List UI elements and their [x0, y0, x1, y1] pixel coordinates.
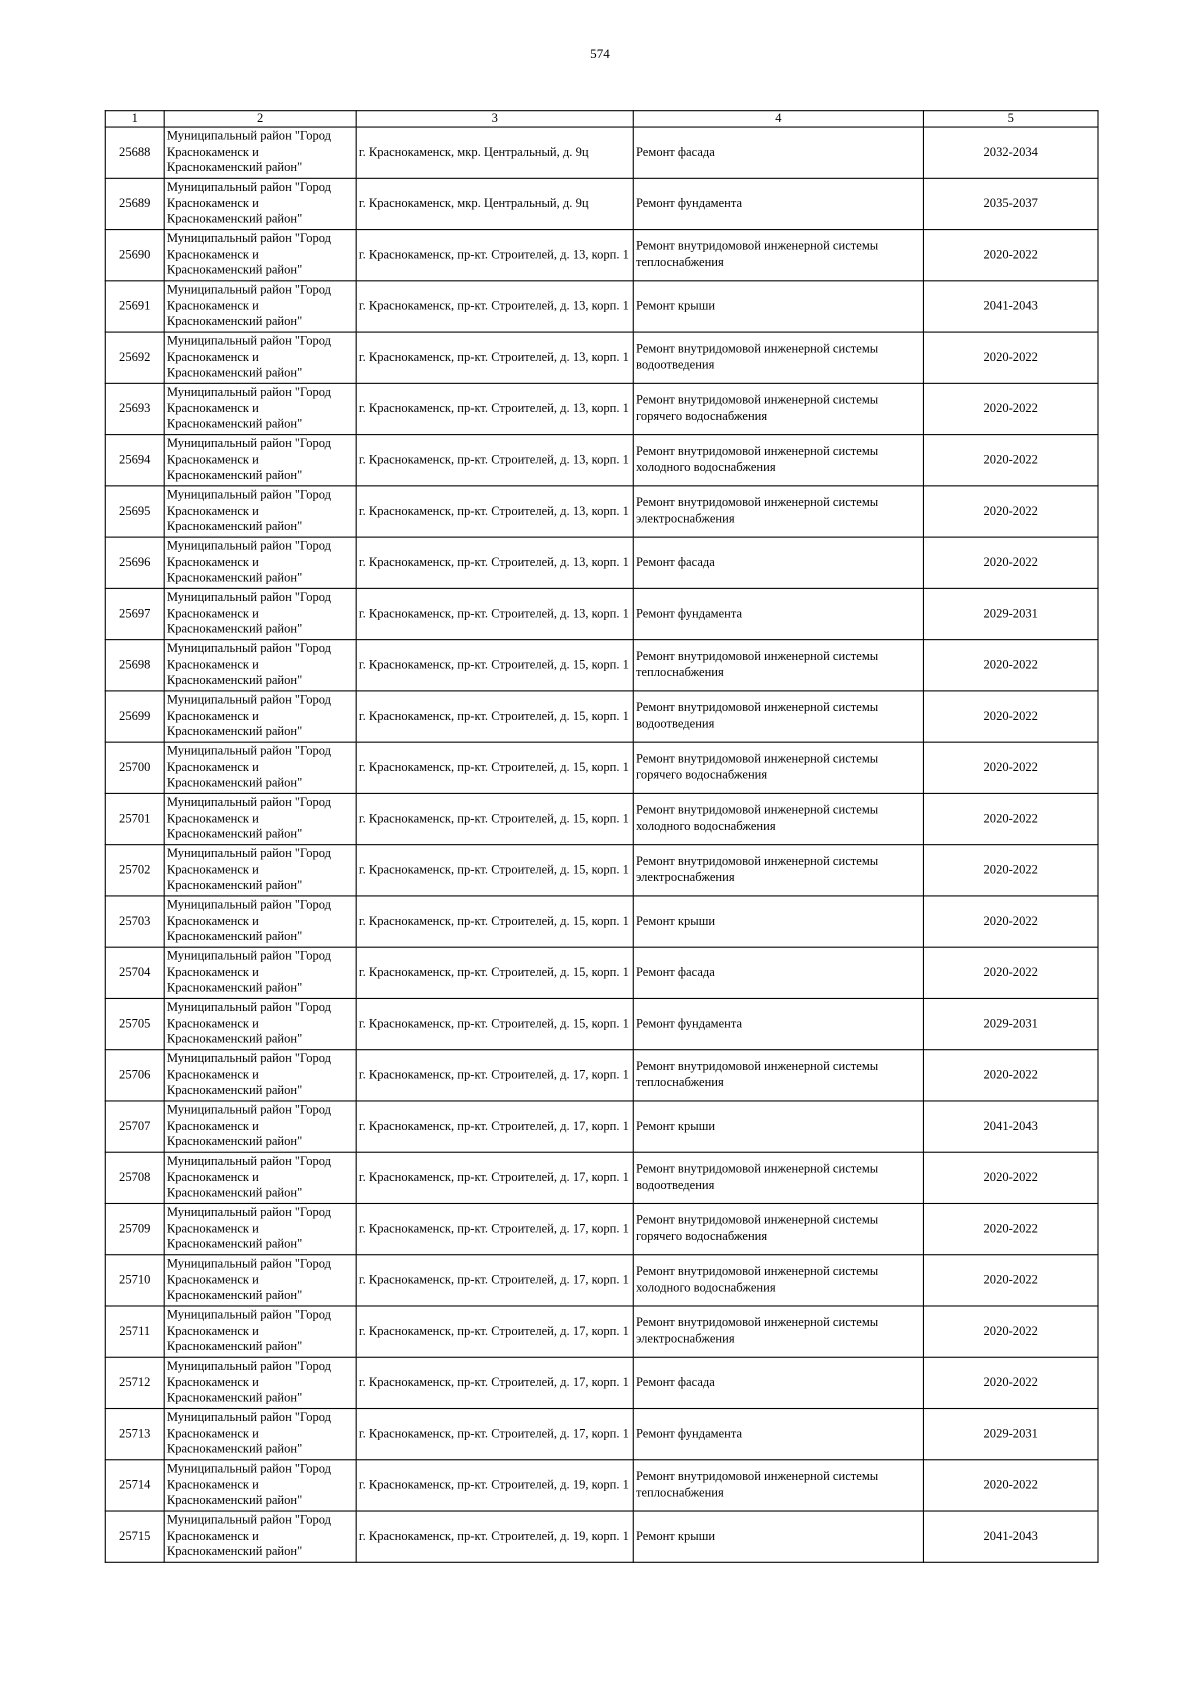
period-cell: 2020-2022 — [923, 640, 1098, 691]
row-number: 25702 — [105, 845, 164, 896]
row-number: 25705 — [105, 998, 164, 1049]
address-cell: г. Краснокаменск, пр-кт. Строителей, д. 15, корп. 1 — [356, 691, 633, 742]
municipality-cell: Муниципальный район "Город Краснокаменск и Краснокаменский район" — [164, 1511, 356, 1562]
period-cell: 2041-2043 — [923, 281, 1098, 332]
column-header-4: 4 — [633, 111, 923, 127]
row-number: 25698 — [105, 640, 164, 691]
work-type-cell: Ремонт внутридомовой инженерной системы теплоснабжения — [633, 640, 923, 691]
table-row — [105, 1050, 1098, 1101]
row-number: 25688 — [105, 127, 164, 178]
work-type-cell: Ремонт внутридомовой инженерной системы электроснабжения — [633, 845, 923, 896]
address-cell: г. Краснокаменск, пр-кт. Строителей, д. 13, корп. 1 — [356, 588, 633, 639]
address-cell: г. Краснокаменск, пр-кт. Строителей, д. 19, корп. 1 — [356, 1511, 633, 1562]
address-cell: г. Краснокаменск, пр-кт. Строителей, д. 17, корп. 1 — [356, 1306, 633, 1357]
table-row — [105, 1203, 1098, 1254]
period-cell: 2029-2031 — [923, 998, 1098, 1049]
column-header-5: 5 — [923, 111, 1098, 127]
table-row — [105, 1152, 1098, 1203]
period-cell: 2020-2022 — [923, 1203, 1098, 1254]
work-type-cell: Ремонт внутридомовой инженерной системы теплоснабжения — [633, 1050, 923, 1101]
period-cell: 2032-2034 — [923, 127, 1098, 178]
work-type-cell: Ремонт внутридомовой инженерной системы электроснабжения — [633, 1306, 923, 1357]
row-number: 25703 — [105, 896, 164, 947]
row-number: 25699 — [105, 691, 164, 742]
address-cell: г. Краснокаменск, пр-кт. Строителей, д. 13, корп. 1 — [356, 230, 633, 281]
column-header-2: 2 — [164, 111, 356, 127]
table-row — [105, 486, 1098, 537]
row-number: 25714 — [105, 1460, 164, 1511]
row-number: 25690 — [105, 230, 164, 281]
table-row — [105, 332, 1098, 383]
address-cell: г. Краснокаменск, пр-кт. Строителей, д. 17, корп. 1 — [356, 1255, 633, 1306]
work-type-cell: Ремонт внутридомовой инженерной системы водоотведения — [633, 691, 923, 742]
address-cell: г. Краснокаменск, пр-кт. Строителей, д. 13, корп. 1 — [356, 281, 633, 332]
address-cell: г. Краснокаменск, пр-кт. Строителей, д. 15, корп. 1 — [356, 793, 633, 844]
municipality-cell: Муниципальный район "Город Краснокаменск и Краснокаменский район" — [164, 1050, 356, 1101]
municipality-cell: Муниципальный район "Город Краснокаменск и Краснокаменский район" — [164, 1460, 356, 1511]
table-row — [105, 1460, 1098, 1511]
address-cell: г. Краснокаменск, пр-кт. Строителей, д. 19, корп. 1 — [356, 1460, 633, 1511]
municipality-cell: Муниципальный район "Город Краснокаменск и Краснокаменский район" — [164, 947, 356, 998]
table-row — [105, 1306, 1098, 1357]
work-type-cell: Ремонт фасада — [633, 127, 923, 178]
address-cell: г. Краснокаменск, пр-кт. Строителей, д. 17, корп. 1 — [356, 1101, 633, 1152]
table-row — [105, 998, 1098, 1049]
table-row — [105, 640, 1098, 691]
municipality-cell: Муниципальный район "Город Краснокаменск и Краснокаменский район" — [164, 383, 356, 434]
municipality-cell: Муниципальный район "Город Краснокаменск и Краснокаменский район" — [164, 435, 356, 486]
table-row — [105, 845, 1098, 896]
row-number: 25691 — [105, 281, 164, 332]
municipality-cell: Муниципальный район "Город Краснокаменск и Краснокаменский район" — [164, 896, 356, 947]
registry-table — [105, 110, 1099, 1563]
work-type-cell: Ремонт фасада — [633, 1357, 923, 1408]
table-row — [105, 742, 1098, 793]
period-cell: 2020-2022 — [923, 742, 1098, 793]
period-cell: 2020-2022 — [923, 947, 1098, 998]
work-type-cell: Ремонт фасада — [633, 947, 923, 998]
table-row — [105, 588, 1098, 639]
work-type-cell: Ремонт внутридомовой инженерной системы водоотведения — [633, 332, 923, 383]
period-cell: 2020-2022 — [923, 537, 1098, 588]
address-cell: г. Краснокаменск, пр-кт. Строителей, д. 15, корп. 1 — [356, 998, 633, 1049]
period-cell: 2020-2022 — [923, 896, 1098, 947]
row-number: 25715 — [105, 1511, 164, 1562]
municipality-cell: Муниципальный район "Город Краснокаменск и Краснокаменский район" — [164, 1306, 356, 1357]
row-number: 25707 — [105, 1101, 164, 1152]
municipality-cell: Муниципальный район "Город Краснокаменск и Краснокаменский район" — [164, 1101, 356, 1152]
table-row — [105, 127, 1098, 178]
table-row — [105, 1101, 1098, 1152]
period-cell: 2020-2022 — [923, 691, 1098, 742]
address-cell: г. Краснокаменск, пр-кт. Строителей, д. 17, корп. 1 — [356, 1203, 633, 1254]
period-cell: 2020-2022 — [923, 383, 1098, 434]
work-type-cell: Ремонт крыши — [633, 1101, 923, 1152]
row-number: 25689 — [105, 178, 164, 229]
column-header-3: 3 — [356, 111, 633, 127]
row-number: 25709 — [105, 1203, 164, 1254]
municipality-cell: Муниципальный район "Город Краснокаменск и Краснокаменский район" — [164, 998, 356, 1049]
row-number: 25712 — [105, 1357, 164, 1408]
municipality-cell: Муниципальный район "Город Краснокаменск и Краснокаменский район" — [164, 845, 356, 896]
column-header-1: 1 — [105, 111, 164, 127]
table-row — [105, 1255, 1098, 1306]
period-cell: 2020-2022 — [923, 1357, 1098, 1408]
row-number: 25710 — [105, 1255, 164, 1306]
municipality-cell: Муниципальный район "Город Краснокаменск и Краснокаменский район" — [164, 1255, 356, 1306]
table-row — [105, 230, 1098, 281]
table-row — [105, 537, 1098, 588]
period-cell: 2020-2022 — [923, 230, 1098, 281]
row-number: 25706 — [105, 1050, 164, 1101]
municipality-cell: Муниципальный район "Город Краснокаменск и Краснокаменский район" — [164, 1409, 356, 1460]
table-row — [105, 947, 1098, 998]
work-type-cell: Ремонт внутридомовой инженерной системы теплоснабжения — [633, 230, 923, 281]
work-type-cell: Ремонт внутридомовой инженерной системы холодного водоснабжения — [633, 435, 923, 486]
period-cell: 2020-2022 — [923, 793, 1098, 844]
row-number: 25704 — [105, 947, 164, 998]
page-number: 574 — [590, 45, 610, 62]
period-cell: 2020-2022 — [923, 435, 1098, 486]
address-cell: г. Краснокаменск, пр-кт. Строителей, д. 13, корп. 1 — [356, 332, 633, 383]
work-type-cell: Ремонт внутридомовой инженерной системы горячего водоснабжения — [633, 742, 923, 793]
work-type-cell: Ремонт внутридомовой инженерной системы горячего водоснабжения — [633, 383, 923, 434]
municipality-cell: Муниципальный район "Город Краснокаменск и Краснокаменский район" — [164, 1203, 356, 1254]
period-cell: 2041-2043 — [923, 1101, 1098, 1152]
work-type-cell: Ремонт фундамента — [633, 178, 923, 229]
work-type-cell: Ремонт внутридомовой инженерной системы теплоснабжения — [633, 1460, 923, 1511]
municipality-cell: Муниципальный район "Город Краснокаменск и Краснокаменский район" — [164, 127, 356, 178]
work-type-cell: Ремонт внутридомовой инженерной системы водоотведения — [633, 1152, 923, 1203]
address-cell: г. Краснокаменск, пр-кт. Строителей, д. 17, корп. 1 — [356, 1050, 633, 1101]
row-number: 25697 — [105, 588, 164, 639]
address-cell: г. Краснокаменск, пр-кт. Строителей, д. 15, корп. 1 — [356, 845, 633, 896]
table-row — [105, 896, 1098, 947]
table-row — [105, 1357, 1098, 1408]
period-cell: 2020-2022 — [923, 1460, 1098, 1511]
municipality-cell: Муниципальный район "Город Краснокаменск и Краснокаменский район" — [164, 1357, 356, 1408]
address-cell: г. Краснокаменск, пр-кт. Строителей, д. 17, корп. 1 — [356, 1152, 633, 1203]
row-number: 25700 — [105, 742, 164, 793]
column-number-row — [105, 111, 1098, 127]
table-row — [105, 383, 1098, 434]
address-cell: г. Краснокаменск, пр-кт. Строителей, д. 13, корп. 1 — [356, 537, 633, 588]
work-type-cell: Ремонт фасада — [633, 537, 923, 588]
address-cell: г. Краснокаменск, пр-кт. Строителей, д. 15, корп. 1 — [356, 640, 633, 691]
municipality-cell: Муниципальный район "Город Краснокаменск и Краснокаменский район" — [164, 793, 356, 844]
row-number: 25693 — [105, 383, 164, 434]
work-type-cell: Ремонт внутридомовой инженерной системы горячего водоснабжения — [633, 1203, 923, 1254]
period-cell: 2041-2043 — [923, 1511, 1098, 1562]
row-number: 25708 — [105, 1152, 164, 1203]
municipality-cell: Муниципальный район "Город Краснокаменск и Краснокаменский район" — [164, 691, 356, 742]
address-cell: г. Краснокаменск, пр-кт. Строителей, д. 15, корп. 1 — [356, 947, 633, 998]
address-cell: г. Краснокаменск, пр-кт. Строителей, д. 17, корп. 1 — [356, 1409, 633, 1460]
table-body — [105, 127, 1098, 1562]
table-row — [105, 1511, 1098, 1562]
row-number: 25696 — [105, 537, 164, 588]
period-cell: 2035-2037 — [923, 178, 1098, 229]
municipality-cell: Муниципальный район "Город Краснокаменск и Краснокаменский район" — [164, 332, 356, 383]
municipality-cell: Муниципальный район "Город Краснокаменск и Краснокаменский район" — [164, 588, 356, 639]
period-cell: 2020-2022 — [923, 1050, 1098, 1101]
work-type-cell: Ремонт фундамента — [633, 1409, 923, 1460]
table-row — [105, 178, 1098, 229]
municipality-cell: Муниципальный район "Город Краснокаменск и Краснокаменский район" — [164, 486, 356, 537]
row-number: 25695 — [105, 486, 164, 537]
table-row — [105, 691, 1098, 742]
period-cell: 2020-2022 — [923, 1255, 1098, 1306]
work-type-cell: Ремонт крыши — [633, 281, 923, 332]
table-row — [105, 435, 1098, 486]
address-cell: г. Краснокаменск, пр-кт. Строителей, д. 15, корп. 1 — [356, 896, 633, 947]
row-number: 25711 — [105, 1306, 164, 1357]
period-cell: 2020-2022 — [923, 845, 1098, 896]
row-number: 25713 — [105, 1409, 164, 1460]
table-row — [105, 793, 1098, 844]
period-cell: 2020-2022 — [923, 1152, 1098, 1203]
work-type-cell: Ремонт внутридомовой инженерной системы электроснабжения — [633, 486, 923, 537]
address-cell: г. Краснокаменск, мкр. Центральный, д. 9ц — [356, 127, 633, 178]
address-cell: г. Краснокаменск, пр-кт. Строителей, д. 13, корп. 1 — [356, 383, 633, 434]
work-type-cell: Ремонт фундамента — [633, 998, 923, 1049]
period-cell: 2029-2031 — [923, 1409, 1098, 1460]
municipality-cell: Муниципальный район "Город Краснокаменск и Краснокаменский район" — [164, 230, 356, 281]
period-cell: 2020-2022 — [923, 1306, 1098, 1357]
address-cell: г. Краснокаменск, пр-кт. Строителей, д. 15, корп. 1 — [356, 742, 633, 793]
work-type-cell: Ремонт внутридомовой инженерной системы холодного водоснабжения — [633, 793, 923, 844]
municipality-cell: Муниципальный район "Город Краснокаменск и Краснокаменский район" — [164, 537, 356, 588]
municipality-cell: Муниципальный район "Город Краснокаменск и Краснокаменский район" — [164, 178, 356, 229]
address-cell: г. Краснокаменск, мкр. Центральный, д. 9ц — [356, 178, 633, 229]
work-type-cell: Ремонт фундамента — [633, 588, 923, 639]
work-type-cell: Ремонт крыши — [633, 1511, 923, 1562]
address-cell: г. Краснокаменск, пр-кт. Строителей, д. 17, корп. 1 — [356, 1357, 633, 1408]
table-row — [105, 281, 1098, 332]
period-cell: 2029-2031 — [923, 588, 1098, 639]
address-cell: г. Краснокаменск, пр-кт. Строителей, д. 13, корп. 1 — [356, 435, 633, 486]
row-number: 25694 — [105, 435, 164, 486]
period-cell: 2020-2022 — [923, 332, 1098, 383]
municipality-cell: Муниципальный район "Город Краснокаменск и Краснокаменский район" — [164, 640, 356, 691]
municipality-cell: Муниципальный район "Город Краснокаменск и Краснокаменский район" — [164, 1152, 356, 1203]
row-number: 25701 — [105, 793, 164, 844]
address-cell: г. Краснокаменск, пр-кт. Строителей, д. 13, корп. 1 — [356, 486, 633, 537]
municipality-cell: Муниципальный район "Город Краснокаменск и Краснокаменский район" — [164, 742, 356, 793]
row-number: 25692 — [105, 332, 164, 383]
period-cell: 2020-2022 — [923, 486, 1098, 537]
table-row — [105, 1409, 1098, 1460]
work-type-cell: Ремонт внутридомовой инженерной системы холодного водоснабжения — [633, 1255, 923, 1306]
work-type-cell: Ремонт крыши — [633, 896, 923, 947]
municipality-cell: Муниципальный район "Город Краснокаменск и Краснокаменский район" — [164, 281, 356, 332]
